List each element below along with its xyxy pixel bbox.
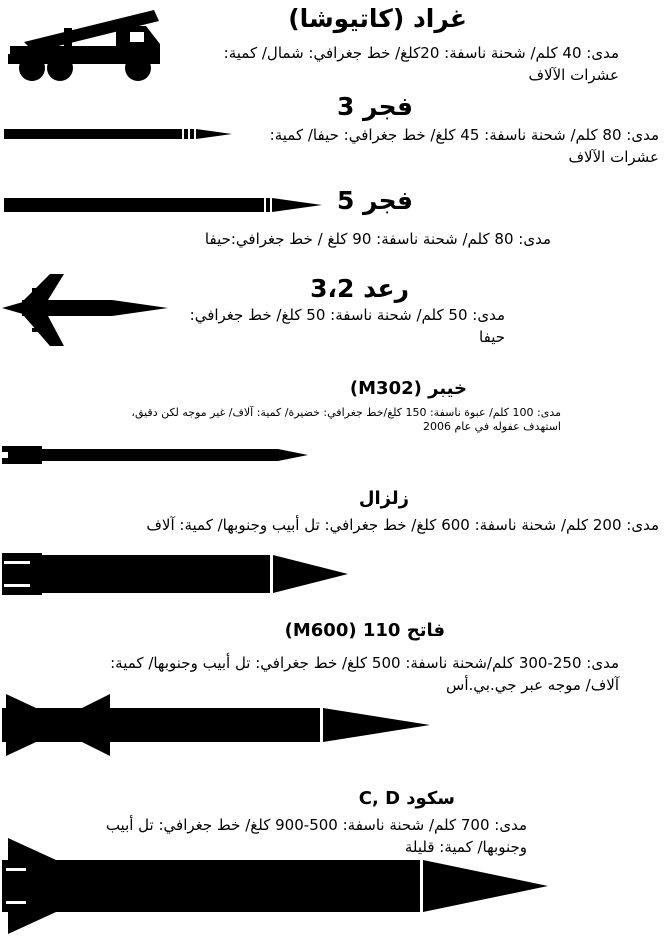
item-description: مدى: 80 كلم/ شحنة ناسفة: 45 كلغ/ خط جغرافي: حيفا/ كمية: عشرات الآلاف xyxy=(269,126,659,166)
item-description: مدى: 40 كلم/ شحنة ناسفة: 20كلغ/ خط جغرافي: شمال/ كمية: عشرات الآلاف xyxy=(223,44,619,84)
item-description: مدى: 250-300 كلم/شحنة ناسفة: 500 كلغ/ خط جغرافي: تل أبيب وجنوبها/ كمية: آلاف/ موجه عبر جي.بي.أس xyxy=(110,654,619,694)
fajr-3-rocket-icon xyxy=(4,124,234,144)
item-title: خيبر (M302) xyxy=(349,378,467,399)
item-description: مدى: 50 كلم/ شحنة ناسفة: 50 كلغ/ خط جغرافي: حيفا xyxy=(189,306,505,346)
item-title: سكود C, D xyxy=(358,788,455,809)
item-title: فاتح 110 (M600) xyxy=(284,620,445,641)
item-description: مدى: 100 كلم/ عبوة ناسفة: 150 كلغ/خط جغرافي: خضيرة/ كمية: آلاف/ غير موجه لكن دقيق، استهدف عفوله في عام 2006 xyxy=(131,406,561,433)
item-title: فجر 3 xyxy=(336,92,413,121)
zelzal-rocket-icon xyxy=(2,545,352,603)
item-description: مدى: 700 كلم/ شحنة ناسفة: 500-900 كلغ/ خط جغرافي: تل أبيب وجنوبها/ كمية: قليلة xyxy=(105,816,527,856)
truck-launcher-icon xyxy=(4,6,164,84)
item-description: مدى: 200 كلم/ شحنة ناسفة: 600 كلغ/ خط جغرافي: تل أبيب وجنوبها/ كمية: آلاف xyxy=(146,516,659,534)
winged-rocket-icon xyxy=(2,270,172,350)
item-title: زلزال xyxy=(358,488,409,509)
item-title: رعد 3،2 xyxy=(310,274,409,303)
khaibar-rocket-icon xyxy=(2,440,312,470)
fateh-110-missile-icon xyxy=(2,694,432,756)
item-description: مدى: 80 كلم/ شحنة ناسفة: 90 كلغ / خط جغرافي:حيفا xyxy=(204,230,551,248)
item-title: غراد (كاتيوشا) xyxy=(288,4,467,33)
item-title: فجر 5 xyxy=(336,186,413,215)
